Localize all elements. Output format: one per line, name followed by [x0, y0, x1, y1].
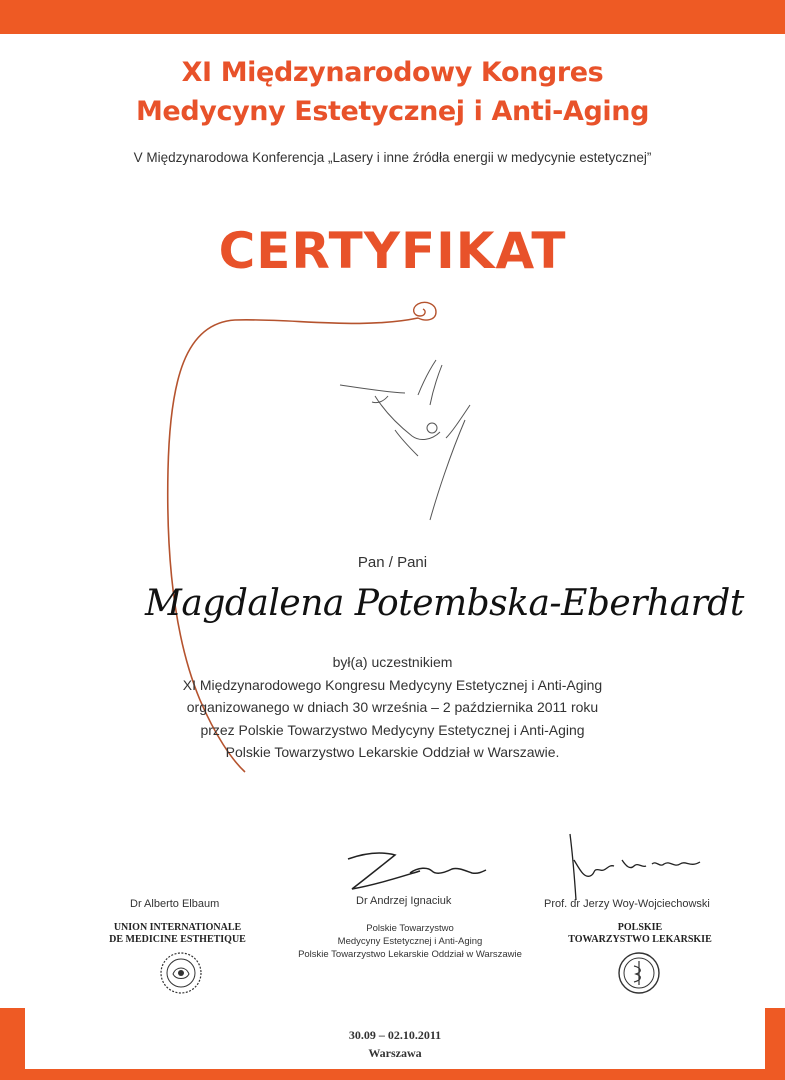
- signatory-center-name: Dr Andrzej Ignaciuk: [356, 895, 452, 907]
- org-line: Polskie Towarzystwo Lekarskie Oddział w Warszawie: [298, 949, 522, 960]
- recipient-name: Magdalena Potembska-Eberhardt: [145, 583, 744, 624]
- org-line: Polskie Towarzystwo: [366, 923, 454, 934]
- certificate-body: [0, 651, 785, 764]
- event-dates: 30.09 – 02.10.2011: [348, 1028, 442, 1042]
- org-line: POLSKIE: [617, 922, 663, 933]
- signatory-left-name: Dr Alberto Elbaum: [130, 898, 220, 910]
- org-line: TOWARZYSTWO LEKARSKIE: [568, 934, 712, 945]
- signatory-left-org: [105, 922, 250, 946]
- ptl-seal-icon: [616, 950, 662, 996]
- signatory-right-name: Prof. dr Jerzy Woy-Wojciechowski: [544, 898, 710, 910]
- footer: [25, 1008, 765, 1069]
- congress-title-line1: XI Międzynarodowy Kongres: [181, 57, 604, 88]
- uime-seal-icon: [158, 950, 204, 996]
- congress-title-line2: Medycyny Estetycznej i Anti-Aging: [135, 96, 650, 127]
- body-line: organizowanego w dniach 30 września – 2 października 2011 roku: [186, 699, 599, 715]
- body-line: XI Międzynarodowego Kongresu Medycyny Estetycznej i Anti-Aging: [182, 676, 603, 693]
- signature-woy-wojciechowski-icon: [560, 830, 720, 905]
- org-line: DE MEDICINE ESTHETIQUE: [109, 934, 246, 945]
- body-line: Polskie Towarzystwo Lekarskie Oddział w Warszawie.: [225, 744, 560, 760]
- org-line: Medycyny Estetycznej i Anti-Aging: [337, 936, 483, 947]
- conference-subtitle: V Międzynarodowa Konferencja „Lasery i inne źródła energii w medycynie estetycznej”: [133, 150, 652, 165]
- org-line: UNION INTERNATIONALE: [113, 922, 242, 933]
- salutation: Pan / Pani: [357, 554, 428, 571]
- certificate-heading: CERTYFIKAT: [218, 222, 567, 280]
- event-city: Warszawa: [368, 1046, 422, 1060]
- signature-ignaciuk-icon: [340, 845, 490, 900]
- signatory-center-org: [280, 922, 540, 961]
- body-line: przez Polskie Towarzystwo Medycyny Estetycznej i Anti-Aging: [200, 721, 585, 738]
- body-line: był(a) uczestnikiem: [332, 654, 453, 670]
- signatory-right-org: [560, 922, 720, 946]
